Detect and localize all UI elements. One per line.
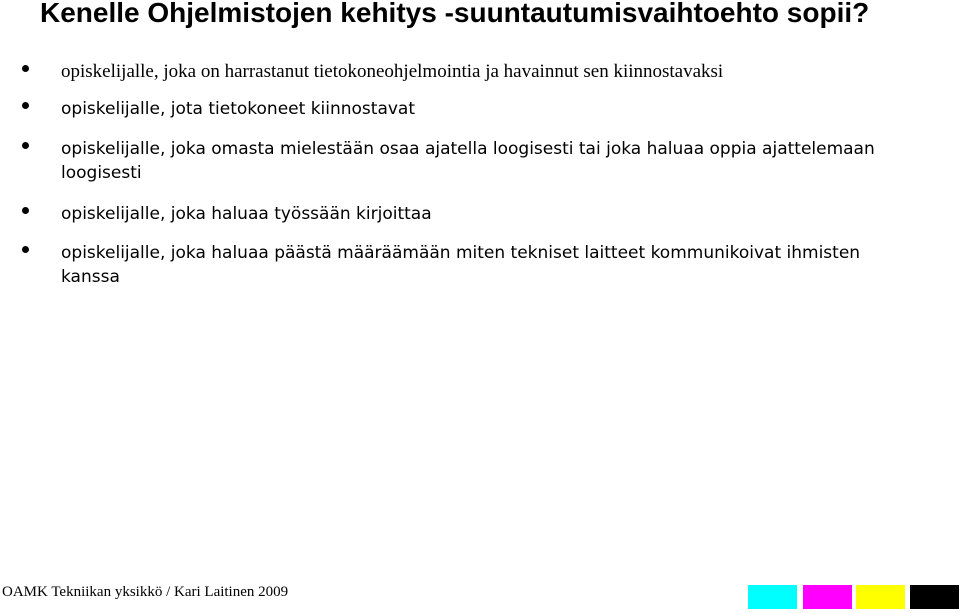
- cyan-color-swatch: [748, 585, 797, 609]
- bullet-text: opiskelijalle, joka on harrastanut tietokoneohjelmointia ja havainnut sen kiinnostavaksi: [61, 61, 724, 82]
- bullet-icon: [22, 102, 29, 109]
- slide-title: Kenelle Ohjelmistojen kehitys -suuntautumisvaihtoehto sopii?: [40, 0, 870, 28]
- bullet-icon: [22, 246, 29, 253]
- footer-credit: OAMK Tekniikan yksikkö / Kari Laitinen 2009: [2, 584, 289, 600]
- magenta-color-swatch: [803, 585, 852, 609]
- black-color-swatch: [910, 585, 959, 609]
- bullet-icon: [22, 142, 29, 149]
- yellow-color-swatch: [856, 585, 905, 609]
- bullet-text: opiskelijalle, joka omasta mielestään osaa ajatella loogisesti tai joka haluaa oppia ajattelemaan loogisesti: [61, 139, 875, 183]
- bullet-text: opiskelijalle, joka haluaa päästä määräämään miten tekniset laitteet kommunikoivat ihmisten kanssa: [61, 243, 861, 287]
- bullet-text: opiskelijalle, jota tietokoneet kiinnostavat: [61, 99, 416, 119]
- bullet-icon: [22, 207, 29, 214]
- bullet-text: opiskelijalle, joka haluaa työssään kirjoittaa: [61, 204, 432, 224]
- bullet-icon: [22, 65, 29, 72]
